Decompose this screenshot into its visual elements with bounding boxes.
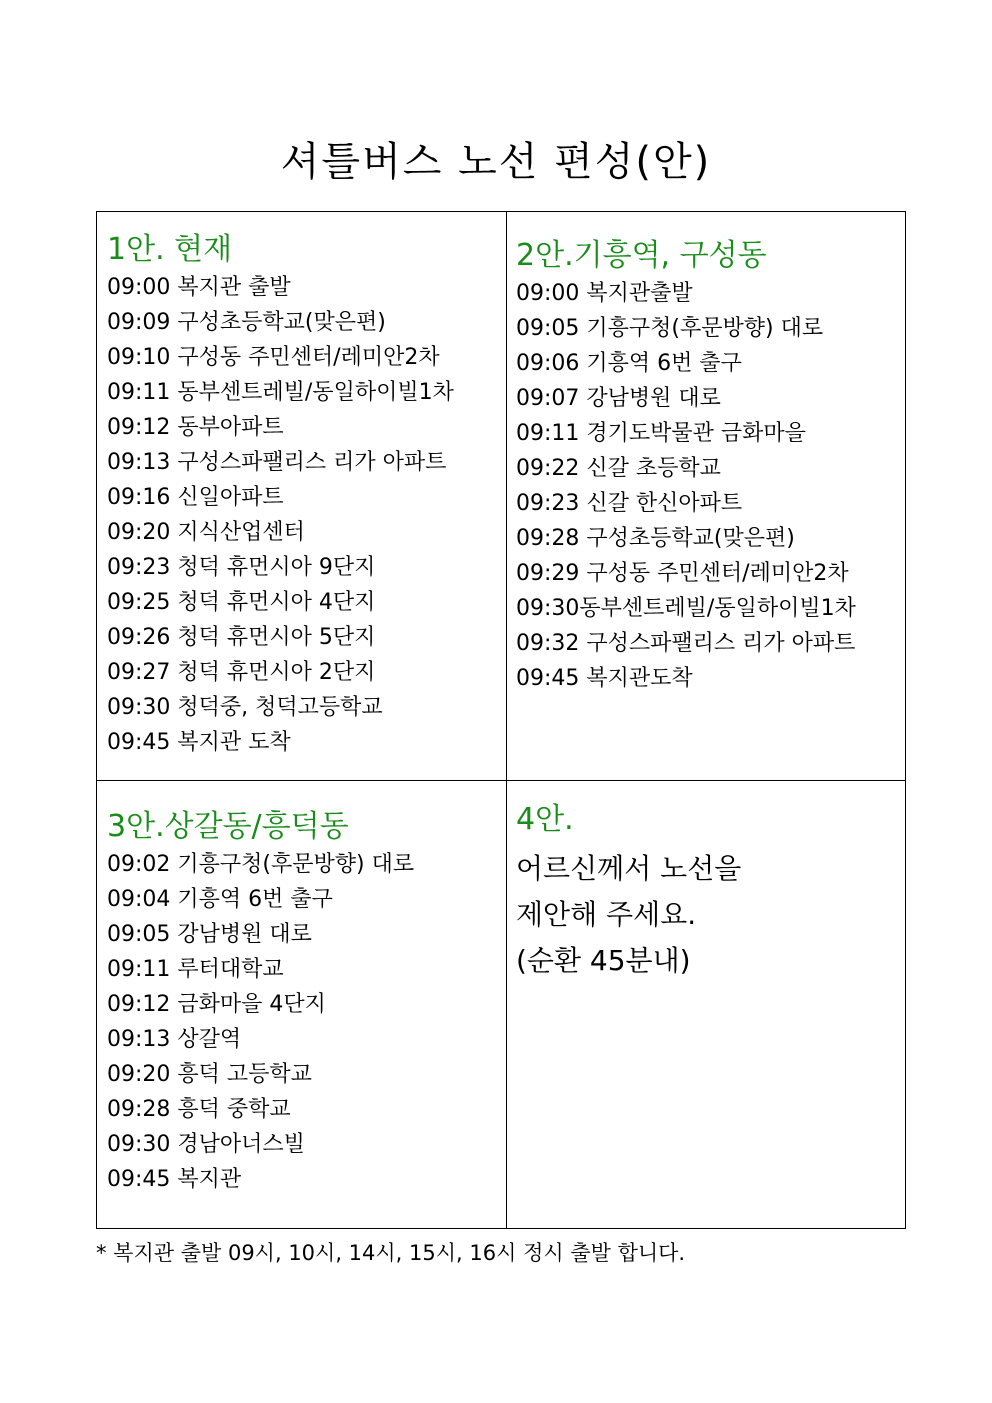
plan-4-line: (순환 45분내) [516, 944, 691, 977]
stop-item: 09:28 구성초등학교(맞은편) [516, 526, 795, 551]
stop-item: 09:11 루터대학교 [107, 957, 284, 982]
stop-item: 09:12 동부아파트 [107, 415, 284, 440]
stop-item: 09:29 구성동 주민센터/레미안2차 [516, 561, 849, 586]
footnote: * 복지관 출발 09시, 10시, 14시, 15시, 16시 정시 출발 합니다. [96, 1241, 686, 1265]
stop-item: 09:11 경기도박물관 금화마을 [516, 421, 806, 446]
plan-2-cell [516, 236, 904, 696]
plan-2-stop-list [516, 276, 904, 696]
plan-1-cell [107, 230, 503, 760]
stop-item: 09:20 흥덕 고등학교 [107, 1062, 312, 1087]
page-title: 셔틀버스 노선 편성(안) [280, 139, 712, 185]
stop-item: 09:11 동부센트레빌/동일하이빌1차 [107, 380, 454, 405]
plan-3-stop-list [107, 847, 503, 1197]
stop-item: 09:05 강남병원 대로 [107, 922, 312, 947]
stop-item: 09:30 경남아너스빌 [107, 1132, 305, 1157]
plan-2-heading: 2안.기흥역, 구성동 [516, 238, 767, 273]
stop-item: 09:10 구성동 주민센터/레미안2차 [107, 345, 440, 370]
row-divider [97, 780, 905, 781]
stop-item: 09:20 지식산업센터 [107, 520, 305, 545]
stop-item: 09:28 흥덕 중학교 [107, 1097, 291, 1122]
stop-item: 09:13 구성스파팰리스 리가 아파트 [107, 450, 447, 475]
plan-4-cell [516, 800, 904, 984]
stop-item: 09:45 복지관 도착 [107, 730, 291, 755]
stop-item: 09:04 기흥역 6번 출구 [107, 887, 333, 912]
stop-item: 09:23 청덕 휴먼시아 9단지 [107, 555, 376, 580]
stop-item: 09:02 기흥구청(후문방향) 대로 [107, 852, 415, 877]
plan-3-heading: 3안.상갈동/흥덕동 [107, 809, 349, 844]
plan-1-stop-list [107, 270, 503, 760]
stop-item: 09:00 복지관 출발 [107, 275, 291, 300]
stop-item: 09:12 금화마을 4단지 [107, 992, 326, 1017]
stop-item: 09:00 복지관출발 [516, 281, 693, 306]
plan-4-line: 어르신께서 노선을 [516, 852, 742, 885]
column-divider [506, 212, 507, 1228]
stop-item: 09:32 구성스파팰리스 리가 아파트 [516, 631, 856, 656]
stop-item: 09:09 구성초등학교(맞은편) [107, 310, 386, 335]
stop-item: 09:16 신일아파트 [107, 485, 284, 510]
plan-1-heading: 1안. 현재 [107, 232, 233, 267]
stop-item: 09:07 강남병원 대로 [516, 386, 721, 411]
stop-item: 09:05 기흥구청(후문방향) 대로 [516, 316, 824, 341]
stop-item: 09:26 청덕 휴먼시아 5단지 [107, 625, 376, 650]
stop-item: 09:13 상갈역 [107, 1027, 242, 1052]
stop-item: 09:23 신갈 한신아파트 [516, 491, 743, 516]
stop-item: 09:30동부센트레빌/동일하이빌1차 [516, 596, 856, 621]
plan-4-line: 제안해 주세요. [516, 898, 697, 931]
stop-item: 09:30 청덕중, 청덕고등학교 [107, 695, 383, 720]
plan-3-cell [107, 807, 503, 1197]
stop-item: 09:22 신갈 초등학교 [516, 456, 721, 481]
stop-item: 09:25 청덕 휴먼시아 4단지 [107, 590, 376, 615]
stop-item: 09:45 복지관도착 [516, 666, 693, 691]
stop-item: 09:06 기흥역 6번 출구 [516, 351, 742, 376]
plan-4-heading: 4안. [516, 802, 574, 837]
stop-item: 09:27 청덕 휴먼시아 2단지 [107, 660, 376, 685]
route-table [96, 211, 906, 1229]
stop-item: 09:45 복지관 [107, 1167, 242, 1192]
